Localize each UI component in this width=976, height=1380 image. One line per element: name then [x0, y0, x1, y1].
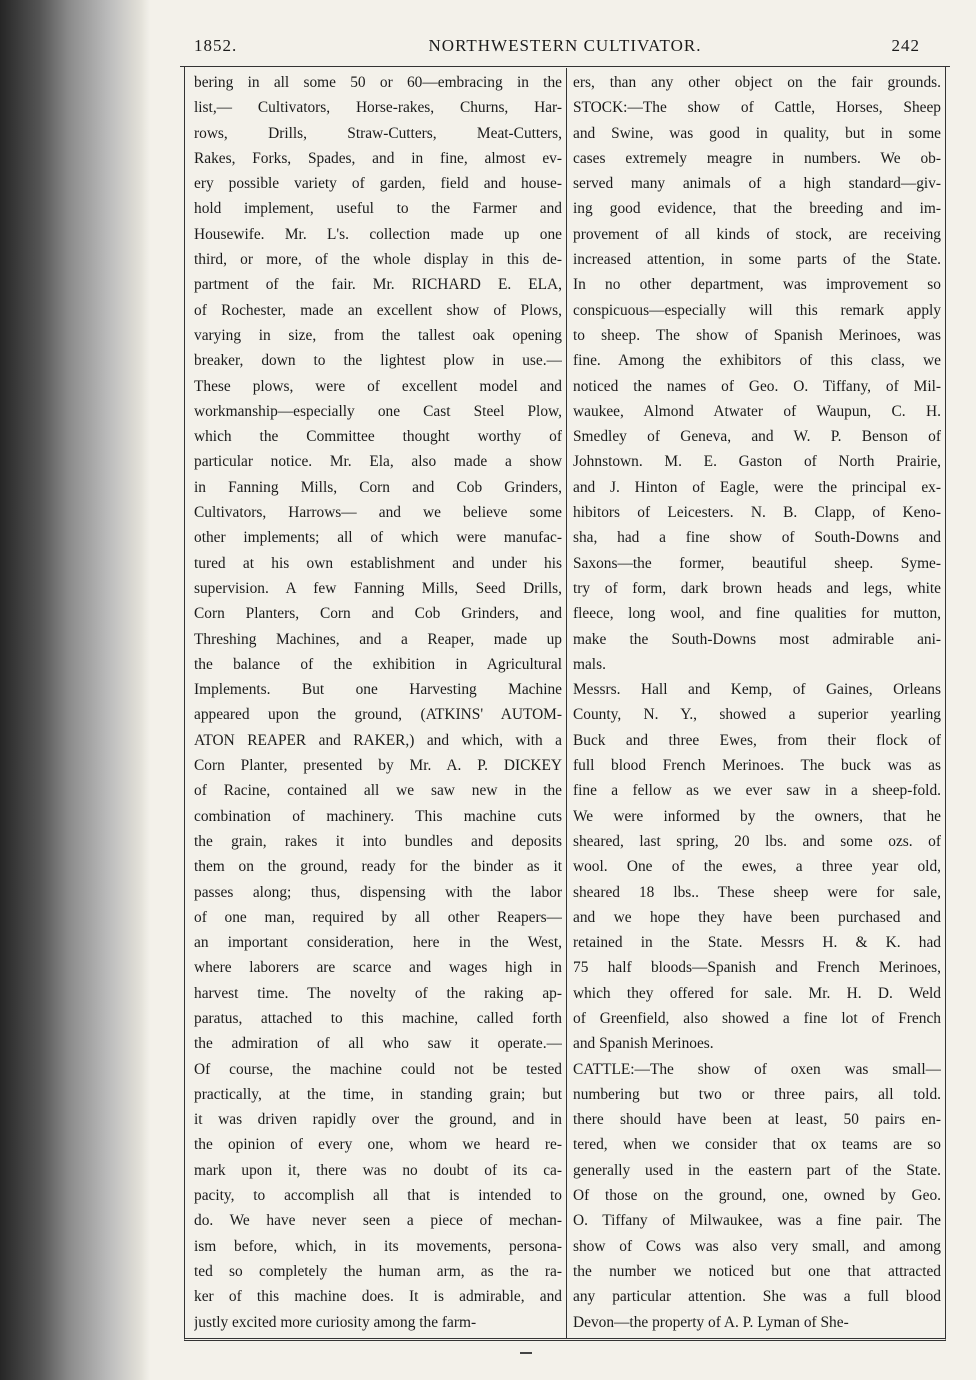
text-line: and Swine, was good in quality, but in some	[573, 124, 941, 142]
text-line: partment of the fair. Mr. RICHARD E. ELA,	[194, 276, 562, 294]
text-line: sha, had a fine show of South-Downs and	[573, 529, 941, 547]
header-year: 1852.	[194, 36, 238, 55]
text-line: the admiration of all who saw it operate.—	[194, 1035, 562, 1053]
text-line: Of those on the ground, one, owned by Geo.	[573, 1187, 941, 1205]
text-line: wool. One of the ewes, a three year old,	[573, 858, 941, 876]
text-line: tured at his own establishment and under his	[194, 554, 562, 572]
text-line: hold implement, useful to the Farmer and	[194, 200, 562, 218]
text-line: them on the ground, ready for the binder as it	[194, 858, 562, 876]
text-line: Smedley of Geneva, and W. P. Benson of	[573, 428, 941, 446]
text-line: to sheep. The show of Spanish Merinoes, was	[573, 326, 941, 344]
text-line: ted so completely the human arm, as the ra-	[194, 1262, 562, 1280]
text-line: fleece, long wool, and fine qualities for mutton,	[573, 605, 941, 623]
text-line: supervision. A few Fanning Mills, Seed Drills,	[194, 579, 562, 597]
newspaper-page	[180, 26, 950, 1344]
text-line: do. We have never seen a piece of mechan-	[194, 1212, 562, 1230]
text-line: tered, when we consider that ox teams are so	[573, 1136, 941, 1154]
text-line: ery possible variety of garden, field and house-	[194, 175, 562, 193]
text-line: CATTLE:—The show of oxen was small—	[573, 1060, 941, 1078]
text-line: Messrs. Hall and Kemp, of Gaines, Orleans	[573, 681, 941, 699]
text-line: Corn Planter, presented by Mr. A. P. DICKEY	[194, 757, 562, 775]
text-line: of Rochester, made an excellent show of Plows,	[194, 301, 562, 319]
text-line: mals.	[573, 655, 606, 673]
text-line: provement of all kinds of stock, are receiving	[573, 225, 941, 243]
footer-mark	[520, 1352, 532, 1354]
text-line: in Fanning Mills, Corn and Cob Grinders,	[194, 478, 562, 496]
text-line: try of form, dark brown heads and legs, white	[573, 579, 941, 597]
text-line: hibitors of Leicesters. N. B. Clapp, of Keno-	[573, 504, 941, 522]
text-line: STOCK:—The show of Cattle, Horses, Sheep	[573, 99, 941, 117]
text-line: sheared, last spring, 20 lbs. and some ozs. of	[573, 832, 941, 850]
text-line: County, N. Y., showed a superior yearling	[573, 706, 941, 724]
text-line: generally used in the eastern part of the State.	[573, 1161, 941, 1179]
text-line: O. Tiffany of Milwaukee, was a fine pair. The	[573, 1212, 941, 1230]
text-line: passes along; thus, dispensing with the labor	[194, 883, 562, 901]
text-line: Rakes, Forks, Spades, and in fine, almost ev-	[194, 149, 562, 167]
text-line: appeared upon the ground, (ATKINS' AUTOM-	[194, 706, 562, 724]
text-line: it was driven rapidly over the ground, and in	[194, 1111, 562, 1129]
text-line: practically, at the time, in standing grain; but	[194, 1085, 562, 1103]
text-line: list,— Cultivators, Horse-rakes, Churns, Har-	[194, 99, 562, 117]
text-line: mark upon it, there was no doubt of its ca-	[194, 1161, 562, 1179]
text-line: numbering but two or three pairs, all told.	[573, 1085, 941, 1103]
text-line: the balance of the exhibition in Agricultural	[194, 655, 562, 673]
text-line: of Greenfield, also showed a fine lot of French	[573, 1009, 941, 1027]
text-line: of one man, required by all other Reapers—	[194, 908, 562, 926]
text-line: retained in the State. Messrs H. & K. had	[573, 934, 941, 952]
text-line: particular notice. Mr. Ela, also made a show	[194, 453, 562, 471]
text-line: ers, than any other object on the fair grounds.	[573, 74, 941, 91]
text-line: fine. Among the exhibitors of this class, we	[573, 352, 941, 370]
text-line: increased attention, in some parts of the State.	[573, 251, 941, 269]
text-line: Saxons—the former, beautiful sheep. Syme-	[573, 554, 941, 572]
text-line: pacity, to accomplish all that is intended to	[194, 1187, 562, 1205]
text-line: Cultivators, Harrows— and we believe some	[194, 504, 562, 522]
text-line: fine a fellow as we ever saw in a sheep-fold.	[573, 782, 941, 800]
text-line: Johnstown. M. E. Gaston of North Prairie,	[573, 453, 941, 471]
text-line: harvest time. The novelty of the raking ap-	[194, 984, 562, 1002]
text-line: paratus, attached to this machine, called forth	[194, 1009, 562, 1027]
text-line: any particular attention. She was a full blood	[573, 1288, 941, 1306]
text-line: Housewife. Mr. L's. collection made up one	[194, 225, 562, 243]
text-line: justly excited more curiosity among the farm-	[194, 1313, 477, 1331]
page-header	[180, 26, 950, 67]
text-line: noticed the names of Geo. O. Tiffany, of Mil-	[573, 377, 941, 395]
text-line: breaker, down to the lightest plow in use.—	[194, 352, 562, 370]
text-line: varying in size, from the tallest oak opening	[194, 326, 562, 344]
text-line: We were informed by the owners, that he	[573, 807, 941, 825]
text-line: Corn Planters, Corn and Cob Grinders, and	[194, 605, 562, 623]
text-line: and J. Hinton of Eagle, were the principal ex-	[573, 478, 941, 496]
text-line: ism before, which, in its movements, persona-	[194, 1237, 562, 1255]
text-line: the grain, rakes it into bundles and deposits	[194, 832, 562, 850]
text-line: Devon—the property of A. P. Lyman of She-	[573, 1313, 849, 1331]
text-line: ATON REAPER and RAKER,) and which, with a	[194, 731, 562, 749]
text-line: ing good evidence, that the breeding and im-	[573, 200, 941, 218]
text-line: ker of this machine does. It is admirable, and	[194, 1288, 562, 1306]
text-line: Implements. But one Harvesting Machine	[194, 681, 562, 699]
text-line: of Racine, contained all we saw new in the	[194, 782, 562, 800]
text-line: an important consideration, here in the West,	[194, 934, 562, 952]
text-line: make the South-Downs most admirable ani-	[573, 630, 941, 648]
header-page-number: 242	[891, 36, 920, 55]
text-line: and Spanish Merinoes.	[573, 1035, 714, 1053]
text-line: 75 half bloods—Spanish and French Merinoes,	[573, 959, 941, 977]
text-line: full blood French Merinoes. The buck was as	[573, 757, 941, 775]
text-line: sheared 18 lbs.. These sheep were for sale,	[573, 883, 941, 901]
right-column	[573, 70, 941, 1335]
text-line: cases extremely meagre in numbers. We ob-	[573, 149, 941, 167]
text-line: In no other department, was improvement so	[573, 276, 941, 294]
text-line: the number we noticed but one that attracted	[573, 1262, 941, 1280]
text-line: third, or more, of the whole display in this de-	[194, 251, 562, 269]
text-line: where laborers are scarce and wages high in	[194, 959, 562, 977]
text-line: rows, Drills, Straw-Cutters, Meat-Cutters,	[194, 124, 562, 142]
text-line: combination of machinery. This machine cuts	[194, 807, 562, 825]
text-line: Of course, the machine could not be tested	[194, 1060, 562, 1078]
text-line: which they offered for sale. Mr. H. D. Weld	[573, 984, 941, 1002]
column-divider	[566, 68, 567, 1338]
text-line: there should have been at least, 50 pairs en-	[573, 1111, 941, 1129]
text-line: Threshing Machines, and a Reaper, made up	[194, 630, 562, 648]
text-line: These plows, were of excellent model and	[194, 377, 562, 395]
text-line: other implements; all of which were manufac-	[194, 529, 562, 547]
text-line: workmanship—especially one Cast Steel Plow,	[194, 402, 562, 420]
text-line: show of Cows was also very small, and among	[573, 1237, 941, 1255]
book-spine-shadow	[0, 0, 150, 1380]
text-line: Buck and three Ewes, from their flock of	[573, 731, 941, 749]
text-line: served many animals of a high standard—giv-	[573, 175, 941, 193]
text-line: waukee, Almond Atwater of Waupun, C. H.	[573, 402, 941, 420]
text-line: bering in all some 50 or 60—embracing in the	[194, 74, 562, 91]
left-column	[194, 70, 562, 1335]
text-line: the opinion of every one, whom we heard re-	[194, 1136, 562, 1154]
text-line: and we hope they have been purchased and	[573, 908, 941, 926]
text-line: conspicuous—especially will this remark apply	[573, 301, 941, 319]
header-title: NORTHWESTERN CULTIVATOR.	[428, 36, 702, 55]
text-line: which the Committee thought worthy of	[194, 428, 562, 446]
